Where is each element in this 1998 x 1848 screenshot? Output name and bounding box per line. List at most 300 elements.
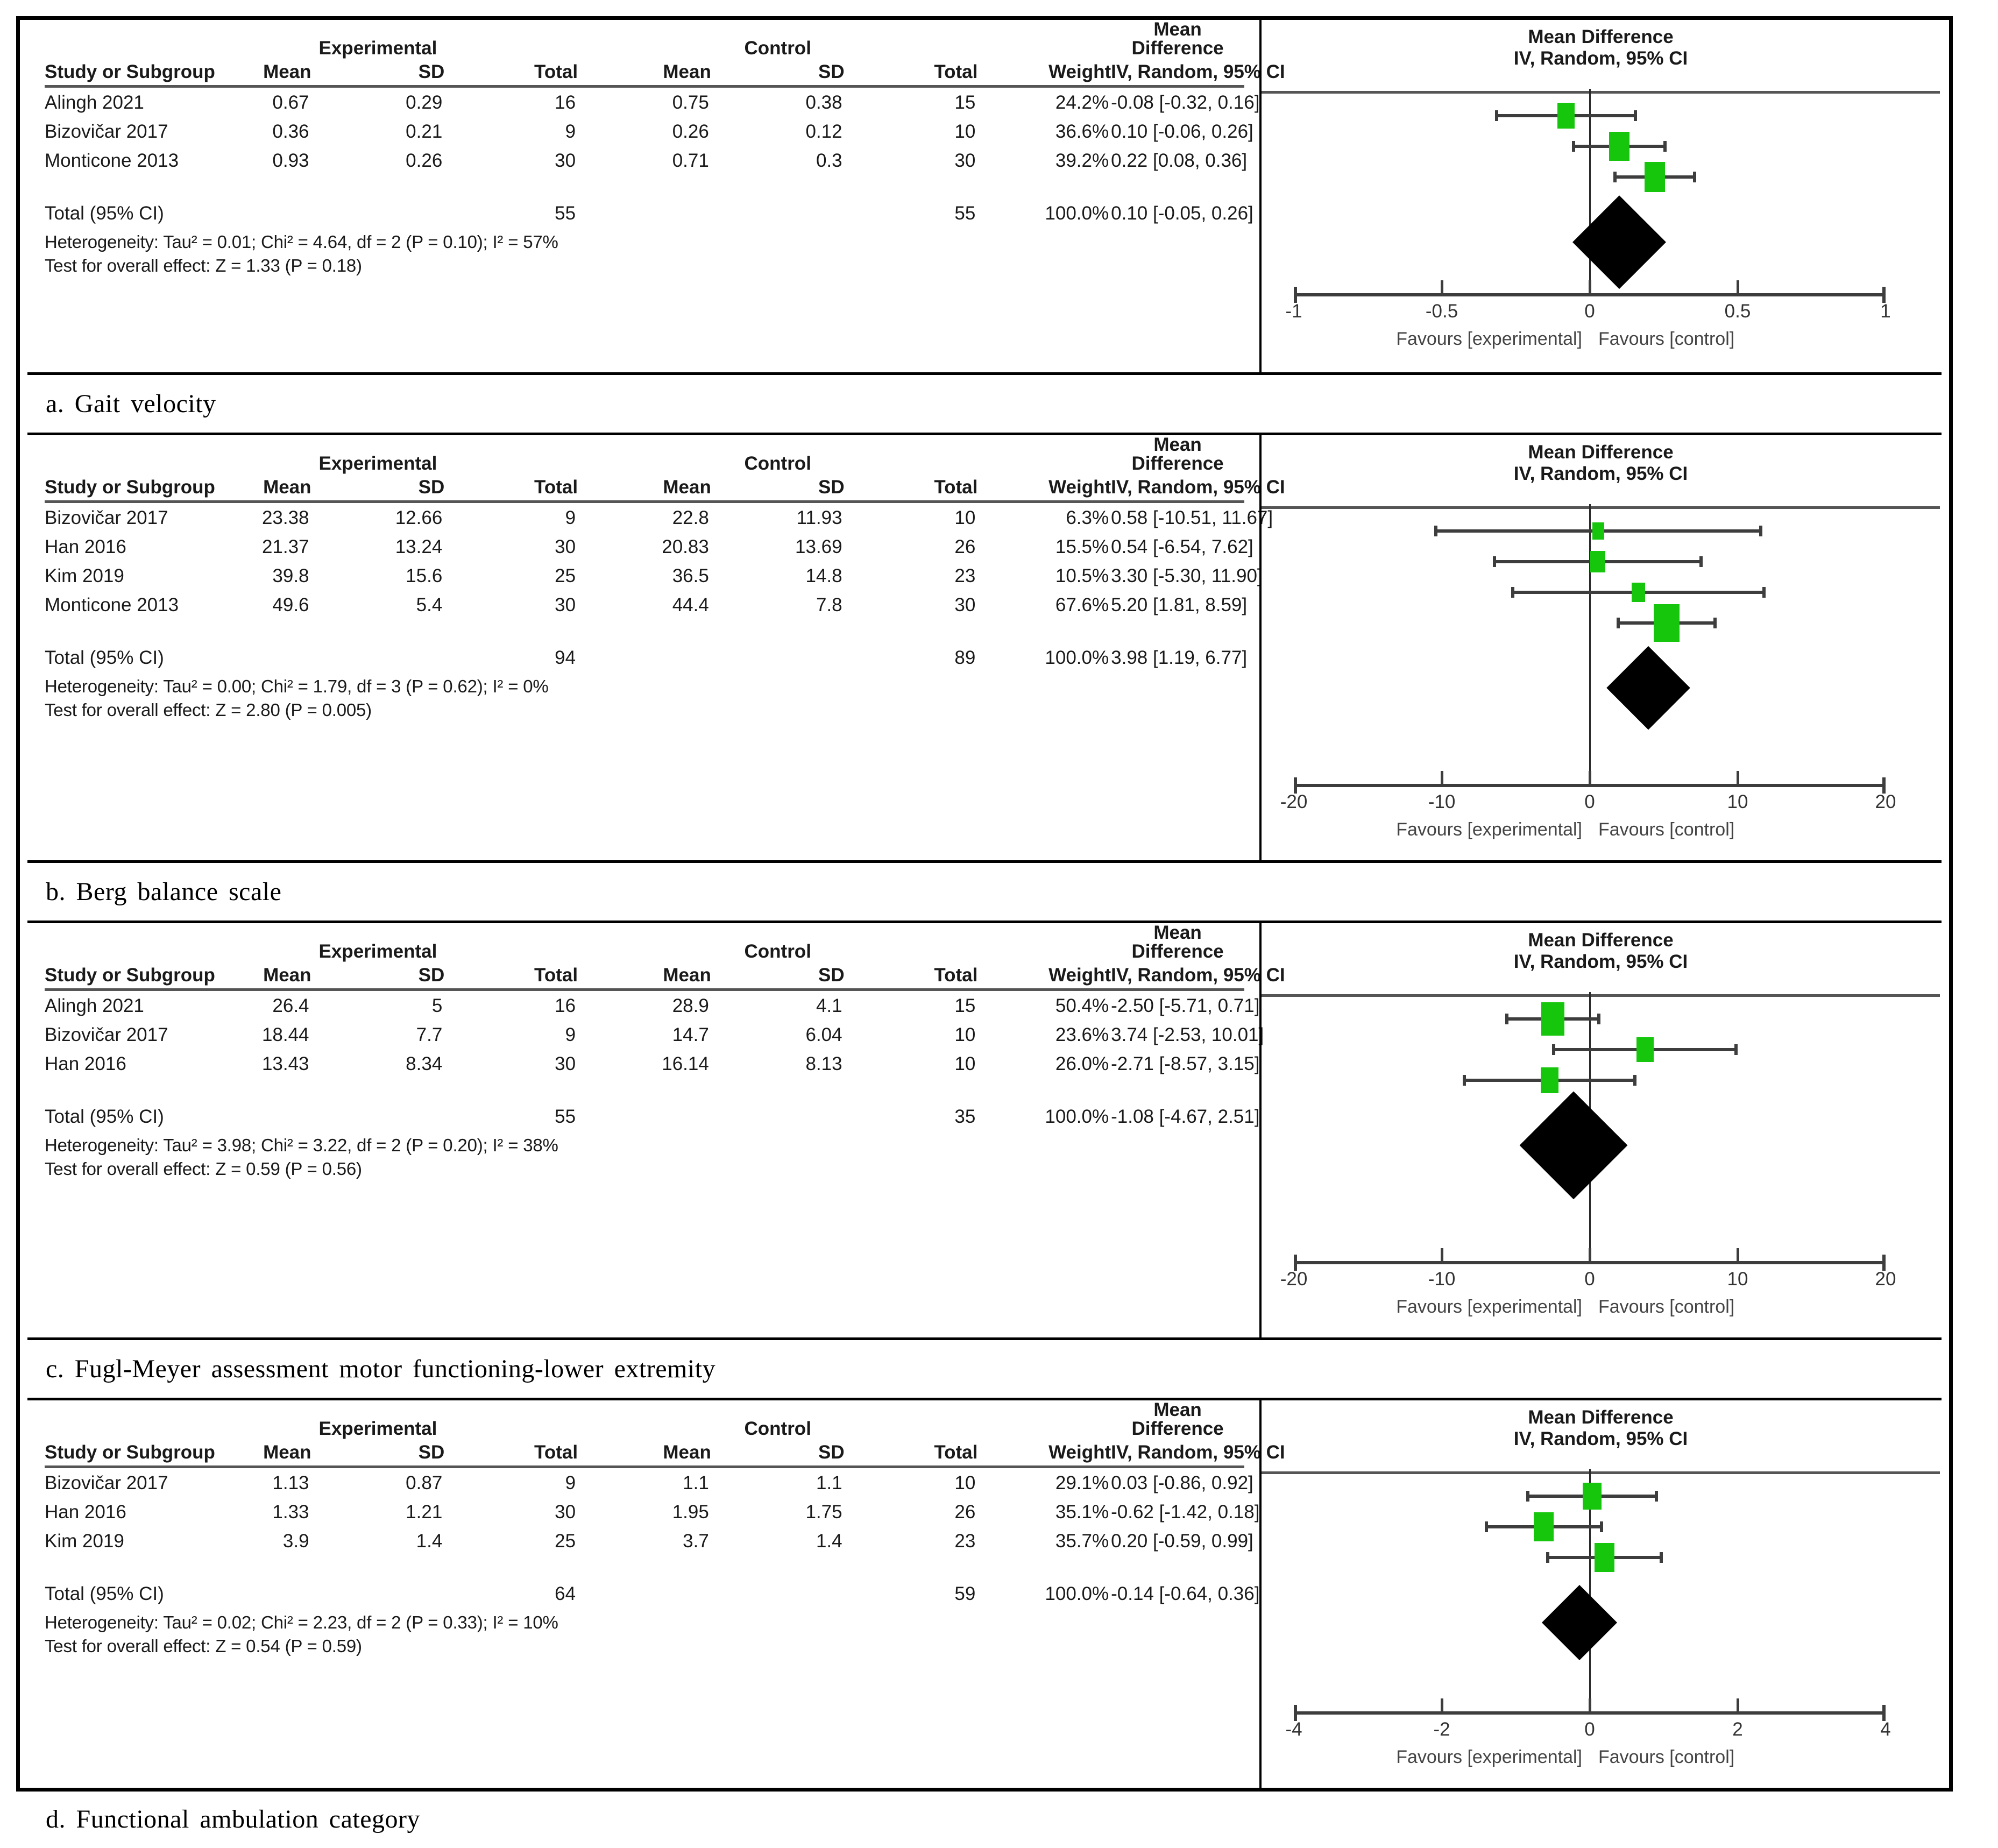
cell-weight: 50.4% (1055, 995, 1109, 1016)
ci-cap-left (1505, 1014, 1508, 1024)
cell-exp-sd: 0.26 (406, 150, 443, 171)
cell-exp-mean: 39.8 (272, 565, 309, 586)
x-axis-tick-label: -4 (1285, 1719, 1302, 1740)
x-axis-tick (1589, 771, 1591, 785)
group-header-blank (45, 435, 178, 478)
ci-cap-right (1713, 618, 1717, 628)
total-ci: -1.08 [-4.67, 2.51] (1111, 1106, 1260, 1127)
x-axis-tick-label: -10 (1428, 791, 1456, 812)
cell-ctl-total: 26 (954, 1502, 976, 1523)
cell-exp-total: 9 (565, 121, 576, 142)
group-header-mean-difference: Mean Difference (1131, 434, 1224, 474)
cell-study: Bizovičar 2017 (45, 121, 168, 142)
column-header: Weight (1048, 965, 1111, 986)
total-exp-total: 55 (555, 203, 576, 224)
plot-header-rule (1262, 506, 1940, 509)
cell-ctl-sd: 4.1 (816, 995, 842, 1016)
group-header-blank (45, 923, 178, 966)
effect-marker-box (1632, 583, 1645, 602)
cell-ctl-total: 30 (954, 150, 976, 171)
cell-ctl-mean: 20.83 (662, 536, 709, 557)
column-header: Total (934, 61, 978, 82)
group-header-control: Control (744, 1418, 811, 1439)
study-table (45, 434, 1285, 720)
column-header: SD (418, 1442, 445, 1463)
cell-exp-total: 16 (555, 995, 576, 1016)
group-header-blank (45, 20, 178, 62)
heterogeneity-line: Heterogeneity: Tau² = 0.01; Chi² = 4.64, df = 2 (P = 0.10); I² = 57% (45, 232, 558, 252)
column-header: Weight (1048, 61, 1111, 82)
cell-ctl-sd: 6.04 (805, 1024, 842, 1045)
total-exp-total: 55 (555, 1106, 576, 1127)
column-header: Total (934, 1442, 978, 1463)
x-axis-tick (1589, 280, 1591, 294)
group-header-experimental: Experimental (318, 941, 437, 962)
cell-ci: -2.71 [-8.57, 3.15] (1111, 1053, 1260, 1074)
total-label: Total (95% CI) (45, 203, 164, 224)
x-axis-tick-label: 0 (1584, 1269, 1595, 1290)
cell-weight: 23.6% (1055, 1024, 1109, 1045)
cell-ctl-total: 10 (954, 1472, 976, 1493)
favours-control-label: Favours [control] (1598, 1747, 1735, 1767)
cell-exp-mean: 13.43 (261, 1053, 309, 1074)
forest-plot-area (1259, 20, 1940, 372)
group-header-mean-difference: Mean Difference (1131, 19, 1224, 59)
column-header: Study or Subgroup (45, 1442, 215, 1463)
x-axis-tick (1589, 1698, 1591, 1712)
x-axis-tick-label: 20 (1875, 1269, 1896, 1290)
x-axis-tick (1737, 1248, 1739, 1262)
total-ci: 0.10 [-0.05, 0.26] (1111, 203, 1253, 224)
effect-marker-box (1654, 604, 1680, 641)
total-exp-total: 94 (555, 647, 576, 668)
cell-ci: 0.58 [-10.51, 11.67] (1111, 507, 1273, 528)
cell-ctl-mean: 44.4 (672, 594, 709, 615)
cell-ctl-total: 23 (954, 565, 976, 586)
cell-exp-total: 9 (565, 1472, 576, 1493)
group-header-blank (45, 1400, 178, 1443)
group-header-blank2 (977, 923, 1111, 966)
column-header: Study or Subgroup (45, 965, 215, 986)
cell-exp-mean: 0.93 (272, 150, 309, 171)
cell-exp-sd: 5.4 (416, 594, 443, 615)
effect-marker-box (1534, 1512, 1554, 1541)
column-header: IV, Random, 95% CI (1111, 477, 1285, 498)
cell-ctl-mean: 28.9 (672, 995, 709, 1016)
study-table (45, 1399, 1285, 1656)
pooled-effect-diamond (1572, 195, 1666, 289)
total-ctl-total: 59 (954, 1583, 976, 1604)
column-header: Mean (263, 965, 311, 986)
cell-exp-sd: 7.7 (416, 1024, 443, 1045)
cell-ctl-total: 10 (954, 1053, 976, 1074)
cell-exp-mean: 49.6 (272, 594, 309, 615)
ci-cap-right (1660, 1552, 1663, 1563)
cell-ci: 0.22 [0.08, 0.36] (1111, 150, 1248, 171)
cell-exp-sd: 0.29 (406, 92, 443, 113)
cell-ctl-sd: 1.4 (816, 1531, 842, 1552)
favours-experimental-label: Favours [experimental] (1396, 1747, 1582, 1767)
cell-exp-mean: 0.36 (272, 121, 309, 142)
ci-cap-right (1699, 556, 1703, 567)
cell-weight: 29.1% (1055, 1472, 1109, 1493)
group-header-blank2 (977, 435, 1111, 478)
ci-cap-right (1634, 110, 1637, 121)
ci-cap-left (1526, 1491, 1529, 1502)
cell-ctl-mean: 1.95 (672, 1502, 709, 1523)
cell-ctl-total: 10 (954, 121, 976, 142)
forest-plot-area (1259, 435, 1940, 860)
x-axis-tick-label: 0 (1584, 791, 1595, 812)
group-header-row (45, 20, 1244, 62)
cell-exp-sd: 12.66 (395, 507, 443, 528)
column-header: SD (818, 965, 845, 986)
column-header: SD (818, 61, 845, 82)
cell-ci: 0.54 [-6.54, 7.62] (1111, 536, 1253, 557)
panel-b (27, 433, 1942, 863)
favours-control-label: Favours [control] (1598, 329, 1735, 349)
table-total-row (45, 200, 1244, 227)
effect-marker-box (1541, 1002, 1564, 1036)
table-row[interactable] (45, 1467, 1244, 1498)
column-header: SD (818, 477, 845, 498)
table-row[interactable] (45, 1020, 1244, 1049)
table-row[interactable] (45, 146, 1244, 175)
cell-ctl-total: 15 (954, 92, 976, 113)
cell-exp-sd: 0.87 (406, 1472, 443, 1493)
cell-ctl-total: 26 (954, 536, 976, 557)
group-header-blank2 (977, 20, 1111, 62)
ci-cap-right (1655, 1491, 1658, 1502)
table-row[interactable] (45, 1049, 1244, 1078)
cell-weight: 39.2% (1055, 150, 1109, 171)
ci-cap-left (1572, 141, 1575, 152)
cell-study: Monticone 2013 (45, 150, 179, 171)
total-weight: 100.0% (1045, 1583, 1109, 1604)
table-row[interactable] (45, 502, 1244, 533)
effect-marker-box (1592, 522, 1604, 539)
column-header-row (45, 966, 1244, 988)
zero-effect-line (1589, 89, 1591, 296)
column-header-row (45, 62, 1244, 85)
ci-cap-right (1693, 172, 1696, 182)
panel-caption-d: d. Functional ambulation category (46, 1805, 420, 1833)
cell-ctl-mean: 0.26 (672, 121, 709, 142)
effect-marker-box (1557, 103, 1575, 128)
plot-title: Mean Difference IV, Random, 95% CI (1513, 26, 1688, 69)
plot-header-rule (1262, 994, 1940, 997)
x-axis-tick (1737, 771, 1739, 785)
x-axis-tick-label: -20 (1280, 1269, 1308, 1290)
cell-exp-total: 30 (555, 1502, 576, 1523)
pooled-effect-diamond (1520, 1091, 1628, 1199)
cell-ctl-mean: 3.7 (683, 1531, 709, 1552)
column-header: Mean (663, 61, 711, 82)
favours-experimental-label: Favours [experimental] (1396, 329, 1582, 349)
ci-cap-left (1463, 1075, 1466, 1086)
cell-ctl-mean: 0.75 (672, 92, 709, 113)
column-header: SD (418, 477, 445, 498)
column-header: Total (534, 61, 578, 82)
cell-ctl-sd: 8.13 (805, 1053, 842, 1074)
panel-d (27, 1398, 1942, 1790)
x-axis-tick-label: -0.5 (1425, 301, 1458, 322)
forest-plot-area (1259, 923, 1940, 1337)
ci-cap-right (1734, 1044, 1738, 1055)
study-table (45, 922, 1285, 1179)
column-header: IV, Random, 95% CI (1111, 1442, 1285, 1463)
cell-exp-total: 16 (555, 92, 576, 113)
x-axis-tick (1441, 1248, 1443, 1262)
total-label: Total (95% CI) (45, 1106, 164, 1127)
cell-ci: 3.30 [-5.30, 11.90] (1111, 565, 1263, 586)
ci-cap-left (1485, 1521, 1488, 1532)
x-axis-tick-label: -2 (1433, 1719, 1450, 1740)
panel-a (27, 20, 1942, 375)
cell-exp-total: 25 (555, 1531, 576, 1552)
cell-ctl-total: 10 (954, 1024, 976, 1045)
ci-cap-left (1552, 1044, 1555, 1055)
column-header: Study or Subgroup (45, 477, 215, 498)
cell-ctl-sd: 0.12 (805, 121, 842, 142)
effect-marker-box (1590, 551, 1605, 573)
heterogeneity-line: Heterogeneity: Tau² = 3.98; Chi² = 3.22, df = 2 (P = 0.20); I² = 38% (45, 1135, 558, 1155)
cell-study: Han 2016 (45, 1053, 126, 1074)
group-header-row (45, 1400, 1244, 1443)
x-axis-tick-label: 10 (1727, 1269, 1748, 1290)
group-header-experimental: Experimental (318, 38, 437, 59)
favours-control-label: Favours [control] (1598, 1297, 1735, 1317)
cell-exp-mean: 21.37 (261, 536, 309, 557)
cell-exp-mean: 18.44 (261, 1024, 309, 1045)
ci-cap-right (1759, 526, 1762, 536)
plot-header-rule (1262, 91, 1940, 94)
x-axis-tick (1441, 771, 1443, 785)
panel-c (27, 921, 1942, 1340)
column-header: Mean (263, 1442, 311, 1463)
pooled-effect-diamond (1542, 1585, 1617, 1660)
overall-effect-line: Test for overall effect: Z = 0.59 (P = 0.56) (45, 1159, 362, 1179)
plot-header-rule (1262, 1471, 1940, 1474)
cell-ctl-sd: 7.8 (816, 594, 842, 615)
cell-ci: 0.10 [-0.06, 0.26] (1111, 121, 1253, 142)
favours-experimental-label: Favours [experimental] (1396, 1297, 1582, 1317)
column-header: Total (934, 965, 978, 986)
total-ctl-total: 89 (954, 647, 976, 668)
effect-marker-box (1583, 1483, 1602, 1510)
cell-ctl-total: 30 (954, 594, 976, 615)
x-axis-tick (1441, 1698, 1443, 1712)
table-row[interactable] (45, 1497, 1244, 1526)
cell-ctl-sd: 11.93 (796, 507, 842, 528)
total-ci: -0.14 [-0.64, 0.36] (1111, 1583, 1260, 1604)
ci-cap-left (1434, 526, 1437, 536)
group-header-mean-difference: Mean Difference (1131, 1399, 1224, 1439)
cell-weight: 24.2% (1055, 92, 1109, 113)
column-header: Total (534, 477, 578, 498)
cell-weight: 35.7% (1055, 1531, 1109, 1552)
cell-exp-sd: 0.21 (406, 121, 443, 142)
cell-ci: 5.20 [1.81, 8.59] (1111, 594, 1248, 615)
cell-ctl-mean: 1.1 (683, 1472, 709, 1493)
ci-cap-right (1663, 141, 1667, 152)
cell-exp-sd: 1.21 (406, 1502, 443, 1523)
column-header: Mean (663, 1442, 711, 1463)
x-axis-tick-label: 20 (1875, 791, 1896, 812)
x-axis-tick-label: 0 (1584, 301, 1595, 322)
forest-plot-area (1259, 1400, 1940, 1788)
group-header-control: Control (744, 941, 811, 962)
column-header: SD (418, 965, 445, 986)
overall-effect-line: Test for overall effect: Z = 1.33 (P = 0.18) (45, 256, 362, 275)
x-axis-tick-label: 4 (1880, 1719, 1891, 1740)
column-header: Weight (1048, 477, 1111, 498)
cell-ctl-sd: 0.38 (805, 92, 842, 113)
column-header: Total (534, 1442, 578, 1463)
x-axis-tick (1441, 280, 1443, 294)
cell-exp-sd: 5 (431, 995, 443, 1016)
ci-cap-left (1613, 172, 1617, 182)
cell-exp-mean: 3.9 (282, 1531, 309, 1552)
group-header-experimental: Experimental (318, 453, 437, 474)
group-header-blank2 (977, 1400, 1111, 1443)
table-spacer (45, 175, 1244, 200)
pooled-effect-diamond (1606, 646, 1690, 730)
table-row[interactable] (45, 561, 1244, 590)
column-header-row (45, 1443, 1244, 1465)
panel-caption-b: b. Berg balance scale (46, 877, 282, 906)
column-header: Total (934, 477, 978, 498)
group-header-mean-difference: Mean Difference (1131, 922, 1224, 962)
cell-exp-sd: 8.34 (406, 1053, 443, 1074)
cell-study: Kim 2019 (45, 565, 124, 586)
group-header-row (45, 435, 1244, 478)
x-axis-tick-label: 10 (1727, 791, 1748, 812)
cell-study: Bizovičar 2017 (45, 507, 168, 528)
cell-study: Han 2016 (45, 1502, 126, 1523)
panel-caption-c: c. Fugl-Meyer assessment motor functioning-lower extremity (46, 1355, 716, 1383)
cell-exp-mean: 23.38 (261, 507, 309, 528)
table-total-row (45, 1103, 1244, 1130)
cell-exp-total: 25 (555, 565, 576, 586)
table-row[interactable] (45, 990, 1244, 1021)
total-exp-total: 64 (555, 1583, 576, 1604)
effect-marker-box (1595, 1543, 1614, 1572)
zero-effect-line (1589, 504, 1591, 787)
total-weight: 100.0% (1045, 647, 1109, 668)
cell-ctl-sd: 1.75 (805, 1502, 842, 1523)
total-weight: 100.0% (1045, 203, 1109, 224)
plot-title: Mean Difference IV, Random, 95% CI (1513, 442, 1688, 484)
plot-title: Mean Difference IV, Random, 95% CI (1513, 930, 1688, 972)
total-ci: 3.98 [1.19, 6.77] (1111, 647, 1248, 668)
favours-control-label: Favours [control] (1598, 819, 1735, 840)
ci-cap-right (1597, 1014, 1600, 1024)
cell-ctl-total: 15 (954, 995, 976, 1016)
cell-exp-sd: 15.6 (406, 565, 443, 586)
cell-ctl-mean: 14.7 (672, 1024, 709, 1045)
x-axis-tick-label: 0.5 (1724, 301, 1751, 322)
total-label: Total (95% CI) (45, 647, 164, 668)
group-header-control: Control (744, 38, 811, 59)
cell-study: Alingh 2021 (45, 995, 144, 1016)
column-header: Mean (263, 61, 311, 82)
cell-ctl-sd: 1.1 (816, 1472, 842, 1493)
cell-ci: 0.20 [-0.59, 0.99] (1111, 1531, 1253, 1552)
column-header: Mean (663, 477, 711, 498)
x-axis-tick (1737, 280, 1739, 294)
cell-weight: 67.6% (1055, 594, 1109, 615)
table-total-row (45, 1580, 1244, 1608)
total-label: Total (95% CI) (45, 1583, 164, 1604)
cell-exp-total: 30 (555, 594, 576, 615)
cell-exp-mean: 26.4 (272, 995, 309, 1016)
table-row[interactable] (45, 117, 1244, 146)
column-header: IV, Random, 95% CI (1111, 61, 1285, 82)
x-axis-tick-label: -1 (1285, 301, 1302, 322)
cell-exp-total: 9 (565, 1024, 576, 1045)
cell-exp-total: 30 (555, 1053, 576, 1074)
table-row[interactable] (45, 1526, 1244, 1555)
table-row[interactable] (45, 590, 1244, 619)
heterogeneity-line: Heterogeneity: Tau² = 0.00; Chi² = 1.79, df = 3 (P = 0.62); I² = 0% (45, 676, 549, 696)
cell-weight: 10.5% (1055, 565, 1109, 586)
column-header: IV, Random, 95% CI (1111, 965, 1285, 986)
column-header: SD (818, 1442, 845, 1463)
cell-ci: 3.74 [-2.53, 10.01] (1111, 1024, 1264, 1045)
effect-marker-box (1636, 1037, 1654, 1063)
cell-exp-mean: 1.33 (272, 1502, 309, 1523)
cell-weight: 15.5% (1055, 536, 1109, 557)
cell-ctl-mean: 16.14 (662, 1053, 709, 1074)
total-ctl-total: 35 (954, 1106, 976, 1127)
table-row[interactable] (45, 87, 1244, 117)
ci-cap-left (1546, 1552, 1549, 1563)
cell-study: Han 2016 (45, 536, 126, 557)
cell-ctl-total: 10 (954, 507, 976, 528)
overall-effect-line: Test for overall effect: Z = 2.80 (P = 0.005) (45, 700, 372, 720)
cell-ctl-mean: 22.8 (672, 507, 709, 528)
plot-title: Mean Difference IV, Random, 95% CI (1513, 1407, 1688, 1449)
cell-exp-total: 9 (565, 507, 576, 528)
ci-cap-right (1633, 1075, 1636, 1086)
cell-exp-mean: 0.67 (272, 92, 309, 113)
cell-study: Bizovičar 2017 (45, 1472, 168, 1493)
x-axis-tick-label: -20 (1280, 791, 1308, 812)
cell-exp-sd: 1.4 (416, 1531, 443, 1552)
x-axis-tick-label: 1 (1880, 301, 1891, 322)
x-axis-tick-label: -10 (1428, 1269, 1456, 1290)
forest-plot-figure (16, 16, 1953, 1833)
table-total-row (45, 644, 1244, 671)
study-table (45, 19, 1285, 275)
ci-cap-right (1762, 587, 1766, 598)
group-header-row (45, 923, 1244, 966)
x-axis-tick-label: 0 (1584, 1719, 1595, 1740)
x-axis-tick-label: 2 (1732, 1719, 1743, 1740)
column-header: Mean (263, 477, 311, 498)
cell-study: Kim 2019 (45, 1531, 124, 1552)
table-row[interactable] (45, 532, 1244, 561)
cell-exp-total: 30 (555, 536, 576, 557)
ci-cap-left (1493, 556, 1496, 567)
favours-experimental-label: Favours [experimental] (1396, 819, 1582, 840)
column-header: Total (534, 965, 578, 986)
cell-ctl-mean: 0.71 (672, 150, 709, 171)
cell-exp-mean: 1.13 (272, 1472, 309, 1493)
table-spacer (45, 1078, 1244, 1103)
cell-study: Monticone 2013 (45, 594, 179, 615)
